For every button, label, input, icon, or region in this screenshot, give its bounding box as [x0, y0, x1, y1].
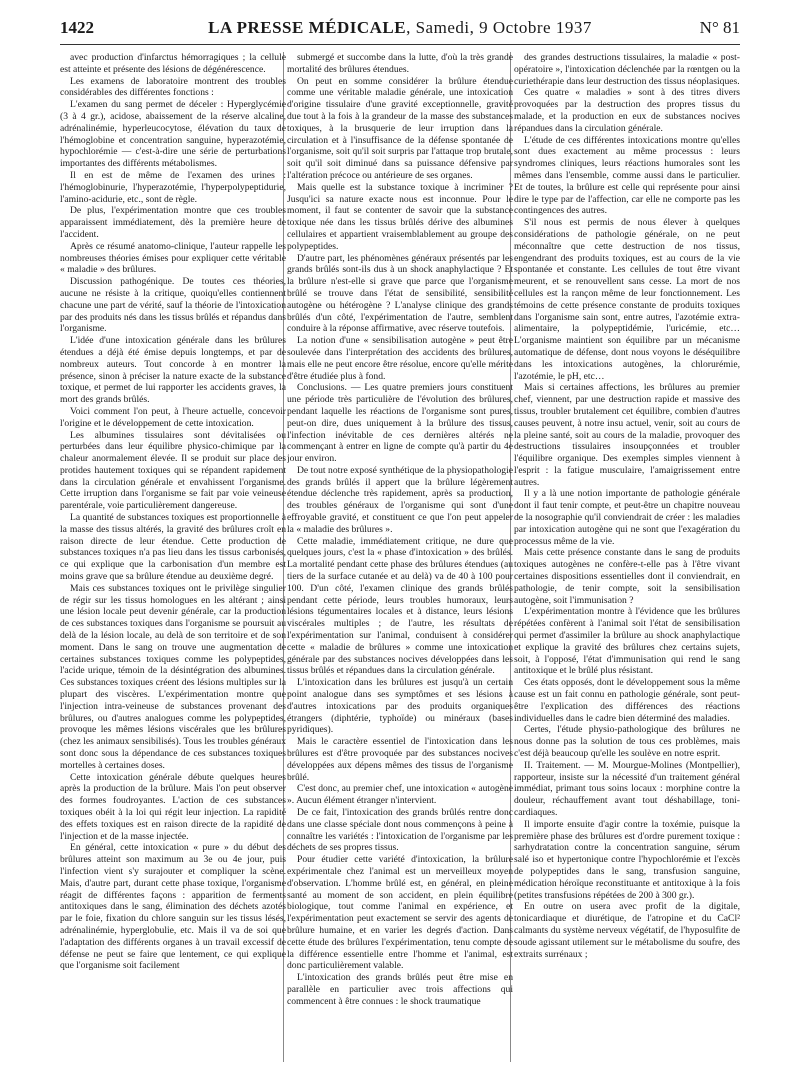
- paragraph: avec production d'infarctus hémorragiques ; la cellule est atteinte et présente des lésions de dégénérescence.: [60, 52, 286, 75]
- paragraph: Après ce résumé anatomo-clinique, l'auteur rappelle les nombreuses théories émises pour expliquer cette véritable « maladie » des brûlures.: [60, 240, 286, 276]
- text-column-3: [514, 52, 740, 1074]
- paragraph: L'étude de ces différentes intoxications montre qu'elles sont dues exactement au même processus : leurs syndromes cliniques, leurs réactions humorales sont les mêmes dans l'ensemble, comme aussi dans le particulier. Et de toutes, la brûlure est celle qui représente pour ainsi dire le type par de l'affection, car elle ne comporte pas les contingences des autres.: [514, 134, 740, 217]
- paragraph: II. Traitement. — M. Mourgue-Molines (Montpellier), rapporteur, insiste sur la nécessité d'un traitement général immédiat, primant tous soins locaux : morphine contre la douleur, réchauffement avant tout déshabillage, toni-cardiaques.: [514, 759, 740, 818]
- paragraph: Voici comment l'on peut, à l'heure actuelle, concevoir l'origine et le développement de cette intoxication.: [60, 405, 286, 429]
- paragraph: Ces quatre « maladies » sont à des titres divers provoquées par la destruction des propres tissus du malade, et la production en eux de substances nocives répandues dans la circulation générale.: [514, 87, 740, 134]
- paragraph: Certes, l'étude physio-pathologique des brûlures ne nous donne pas la solution de tous ces problèmes, mais c'est déjà beaucoup qu'elle les soulève en notre esprit.: [514, 724, 740, 760]
- paragraph: submergé et succombe dans la lutte, d'où la très grande mortalité des brûlures étendues.: [287, 52, 513, 75]
- text-column-2: [287, 52, 513, 1074]
- paragraph: Cette intoxication générale débute quelques heures après la production de la brûlure. Mais l'on peut observer des formes foudroyantes. L'action de ces substances toxiques obéit à la loi qui régit leur injection. La rapidité des effets toxiques est en raison directe de la rapidité de l'injection et de la masse injectée.: [60, 771, 286, 842]
- paragraph: Mais cette présence constante dans le sang de produits toxiques autogènes ne confère-t-elle pas à l'être vivant certaines dispositions essentielles dont il conviendrait, en pathologie, de tenir compte, soit la sensibilisation autogène, soit l'immunisation ?: [514, 547, 740, 606]
- journal-title: [60, 18, 740, 38]
- paragraph: L'examen du sang permet de déceler : Hyperglycémie (3 à 4 gr.), acidose, abaissement de la réserve alcaline, adrénalinémie, hyperleucocytose, élévation du taux de l'hémoglobine et concentration sanguine, hyperazotémie, hypochlorémie — c'est-à-dire une série de perturbations importantes des différents métabolismes.: [60, 99, 286, 170]
- paragraph: Ces états opposés, dont le développement sous la même cause est un fait connu en pathologie générale, sont peut-être l'explication des différences des réactions individuelles dans le cadre bien déterminé des maladies.: [514, 677, 740, 724]
- paragraph: Les albumines tissulaires sont dévitalisées ou perturbées dans leur équilibre physico-chimique par la chaleur anormalement élevée. Il se produit sur place des protides hautement toxiques qui se répandent rapidement dans la circulation générale et envahissent l'organisme. Cette irruption dans l'organisme se fait par voie veineuse parentérale, voie particulièrement dangereuse.: [60, 429, 286, 512]
- paragraph: Les examens de laboratoire montrent des troubles considérables des différentes fonctions :: [60, 75, 286, 99]
- header-rule: [60, 44, 740, 45]
- paragraph: D'autre part, les phénomènes généraux présentés par les grands brûlés sont-ils dus à un shock anaphylactique ? Et la brûlure n'est-elle si grave que parce que l'organisme brûlé se trouve dans l'état de sensibilité, sensibilité autogène ou hétérogène ? L'analyse clinique des grands brûlés d'un côté, l'expérimentation de l'autre, semblent conduire à la réponse affirmative, avec réserve toutefois.: [287, 252, 513, 335]
- page-header: [60, 18, 740, 40]
- paragraph: De plus, l'expérimentation montre que ces troubles apparaissent immédiatement, dès la première heure de l'accident.: [60, 205, 286, 240]
- paragraph: Cette maladie, immédiatement critique, ne dure que quelques jours, c'est la « phase d'intoxication » des brûlés. La mortalité pendant cette phase des brûlures étendues (au tiers de la surface cutanée et au delà) va de 40 à 100 pour 100. D'un côté, l'examen clinique des grands brûlés pendant cette période, leurs troubles humoraux, leurs lésions tégumentaires locales et à distance, leurs lésions viscérales multiples ; de l'autre, les résultats de l'expérimentation sur l'animal, conduisent à considérer cette « maladie de brûlures » comme une intoxication générale par des substances nocives développées dans les tissus brûlés et répandues dans la circulation générale.: [287, 535, 513, 677]
- issue-date: , Samedi, 9 Octobre 1937: [406, 18, 592, 37]
- paragraph: Mais si certaines affections, les brûlures au premier chef, viennent, par une destruction rapide et massive des tissus, troubler brutalement cet équilibre, combien d'autres causes peuvent, à notre insu actuel, venir, soit au cours de la pleine santé, soit au cours de la maladie, provoquer des destructions tissulaires insoupçonnées et troubler l'équilibre organique. Des exemples simples viennent à l'esprit : la fatigue musculaire, l'amaigrissement entre autres.: [514, 382, 740, 488]
- paragraph: Il en est de même de l'examen des urines : l'hémoglobinurie, l'hyperazotémie, l'hyperpolypeptidurie, l'amino-acidurie, etc., sont de règle.: [60, 169, 286, 205]
- paragraph: L'idée d'une intoxication générale dans les brûlures étendues a déjà été émise depuis longtemps, et par de nombreux auteurs. Tout concorde à en montrer la présence, sinon à préciser la nature exacte de la substance toxique, et permet de lui rapporter les accidents graves, la mort des grands brûlés.: [60, 335, 286, 406]
- paragraph: Mais quelle est la substance toxique à incriminer ? Jusqu'ici sa nature exacte nous est inconnue. Pour le moment, il faut se contenter de savoir que la substance toxique née dans les tissus brûlés dérive des albumines cellulaires et appartient vraisemblablement au groupe des polypeptides.: [287, 181, 513, 252]
- paragraph: Mais ces substances toxiques ont le privilège singulier de régir sur les tissus homologues en les altérant ; ainsi une lésion locale peut devenir générale, car la production de ces substances toxiques dans l'organisme se poursuit au delà de la lésion locale, au delà de son territoire et de son moment. Dans le sang on trouve une augmentation de certaines substances toxiques comme les polypeptides, l'acide urique, témoin de la désintégration des albumines. Ces substances toxiques créent des lésions multiples sur la plupart des viscères. L'expérimentation montre que l'injection intra-veineuse de substances provenant des brûlures, ou d'autres analogues comme les polypeptides, provoque les mêmes lésions viscérales que les brûlures (chez les animaux sensibilisés). Tous les troubles généraux sont donc sous la dépendance de ces substances toxiques mortelles à certaines doses.: [60, 582, 286, 771]
- text-column-1: [60, 52, 286, 1074]
- paragraph: S'il nous est permis de nous élever à quelques considérations de pathologie générale, on ne peut méconnaître que cette destruction de nos tissus, engendrant des produits toxiques, est au cours de la vie spontanée et constante. Les cellules de tout être vivant meurent, et se renouvellent sans cesse. La mort de nos cellules est la rançon même de leur fonctionnement. Les témoins de cette présence constante de produits toxiques dans l'organisme sain sont, entre autres, l'azotémie extra-alimentaire, la polypeptidémie, l'uricémie, etc… L'organisme maintient son équilibre par un mécanisme automatique de défense, dont nous voyons le déséquilibre dans les intoxications autogènes, la chlorurémie, l'azotémie, le pH, etc…: [514, 217, 740, 382]
- paragraph: Mais le caractère essentiel de l'intoxication dans les brûlures est d'être provoquée par des substances nocives développées aux dépens mêmes des tissus de l'organisme brûlé.: [287, 736, 513, 783]
- paragraph: Il y a là une notion importante de pathologie générale dont il faut tenir compte, et peut-être un chapitre nouveau de la nosographie qu'il conviendrait de créer : les maladies par intoxication autogène qui ne sont que l'exagération du processus même de la vie.: [514, 488, 740, 547]
- paragraph: C'est donc, au premier chef, une intoxication « autogène ». Aucun élément étranger n'intervient.: [287, 783, 513, 807]
- paragraph: Conclusions. — Les quatre premiers jours constituent une période très particulière de l'évolution des brûlures, pendant laquelle les réactions de l'organisme sont pures, peut-on dire, dues uniquement à la brûlure des tissus, l'infection inévitable de ces dernières altérés ne commençant à entrer en ligne de compte qu'à partir du 4e jour environ.: [287, 382, 513, 465]
- paragraph: des grandes destructions tissulaires, la maladie « post-opératoire », l'intoxication déclenchée par la rœntgen ou la curiethérapie dans leur destruction des tissus néoplasiques.: [514, 52, 740, 87]
- paragraph: On peut en somme considérer la brûlure étendue comme une véritable maladie générale, une intoxication d'origine tissulaire d'une gravité exceptionnelle, gravité due tout à la fois à la grandeur de la masse des substances toxiques, à la brusquerie de leur irruption dans la circulation et à l'insuffisance de la défense spontanée de l'organisme, soit qu'il soit surpris par l'attaque trop brutale, soit qu'il soit diminué dans sa puissance défensive par l'altération précoce ou antérieure de ses organes.: [287, 75, 513, 181]
- paragraph: De ce fait, l'intoxication des grands brûlés rentre donc dans une classe spéciale dont nous commençons à peine à connaître les variétés : l'intoxication de l'organisme par les déchets de ses propres tissus.: [287, 807, 513, 854]
- paragraph: Pour étudier cette variété d'intoxication, la brûlure expérimentale chez l'animal est un merveilleux moyen d'observation. L'homme brûlé est, en général, en pleine santé au moment de son accident, en plein équilibre biologique, tout comme l'animal en expérience, et l'expérimentation peut exactement se servir des agents de brûlure humaine, et en varier les degrés d'action. Dans cette étude des brûlures l'expérimentation, tenu compte de la différence essentielle entre l'homme et l'animal, est donc particulièrement valable.: [287, 854, 513, 972]
- paragraph: Discussion pathogénique. De toutes ces théories, aucune ne résiste à la critique, quoiqu'elles contiennent chacune une part de vérité, sauf la théorie de l'intoxication par des produits nés dans les tissus brûlés et répandus dans l'organisme.: [60, 276, 286, 335]
- paragraph: L'intoxication dans les brûlures est jusqu'à un certain point analogue dans ses symptômes et ses lésions à d'autres intoxications par des produits organiques étrangers (diphtérie, typhoïde) ou minéraux (bases pyridiques).: [287, 677, 513, 736]
- paragraph: L'intoxication des grands brûlés peut être mise en parallèle en particulier avec trois affections qui commencent à être connues : le shock traumatique: [287, 972, 513, 1007]
- paragraph: L'expérimentation montre à l'évidence que les brûlures répétées confèrent à l'animal soit l'état de sensibilisation qui permet d'assimiler la brûlure au shock anaphylactique et explique la gravité des brûlures chez certains sujets, soit, à l'opposé, l'état d'immunisation qui rend le sang antitoxique et le brûlé plus résistant.: [514, 606, 740, 677]
- paragraph: En général, cette intoxication « pure » du début des brûlures atteint son maximum au 3e ou 4e jour, puis l'infection vient s'y surajouter et compliquer la scène. Mais, d'autre part, durant cette phase toxique, l'organisme réagit de différentes façons : apparition de ferments antitoxiques dans le sang, élimination des déchets azotés par le foie, fixation du chlore sanguin sur les tissus lésés, adrénalinémie, hyperglobulie, etc. Mais il va de soi que l'adaptation des différents organes à un travail excessif de défense ne peut se faire que lentement, ce qui explique que l'organisme soit facilement: [60, 842, 286, 972]
- paragraph: De tout notre exposé synthétique de la physiopathologie des grands brûlés il appert que la brûlure légèrement étendue déclenche très rapidement, après sa production, des troubles généraux de l'organisme qui sont d'une effroyable gravité, et constituent ce que l'on peut appeler la « maladie des brûlures ».: [287, 464, 513, 535]
- paragraph: Il importe ensuite d'agir contre la toxémie, puisque la première phase des brûlures est d'ordre purement toxique : sarhydratation contre la concentration sanguine, sérum salé iso et hypertonique contre l'hypochlorémie et l'excès de polypeptides dans le sang, transfusion sanguine, médication héroïque reconstituante et antitoxique à la fois (petites transfusions répétées de 200 à 300 gr.).: [514, 818, 740, 901]
- page-number: 1422: [60, 18, 94, 37]
- journal-name: LA PRESSE MÉDICALE: [208, 18, 407, 37]
- issue-number: N° 81: [699, 18, 740, 37]
- paragraph: La notion d'une « sensibilisation autogène » peut être soulevée dans l'interprétation des accidents des brûlures, mais elle ne peut encore être résolue, encore qu'elle mérite d'être étudiée plus à fond.: [287, 335, 513, 382]
- paragraph: La quantité de substances toxiques est proportionnelle à la masse des tissus altérés, la gravité des brûlures croît en raison directe de leur étendue. Cette production de substances toxiques n'a pas lieu dans les tissus carbonisés, ce qui explique que la carbonisation d'un membre est moins grave que sa brûlure étendue au deuxième degré.: [60, 512, 286, 583]
- paragraph: En outre on usera avec profit de la digitale, tonicardiaque et diurétique, de l'atropine et du CaCl² calmants du système nerveux végétatif, de l'hyposulfite de soude agissant utilement sur le métabolisme du soufre, des extraits surrénaux ;: [514, 901, 740, 960]
